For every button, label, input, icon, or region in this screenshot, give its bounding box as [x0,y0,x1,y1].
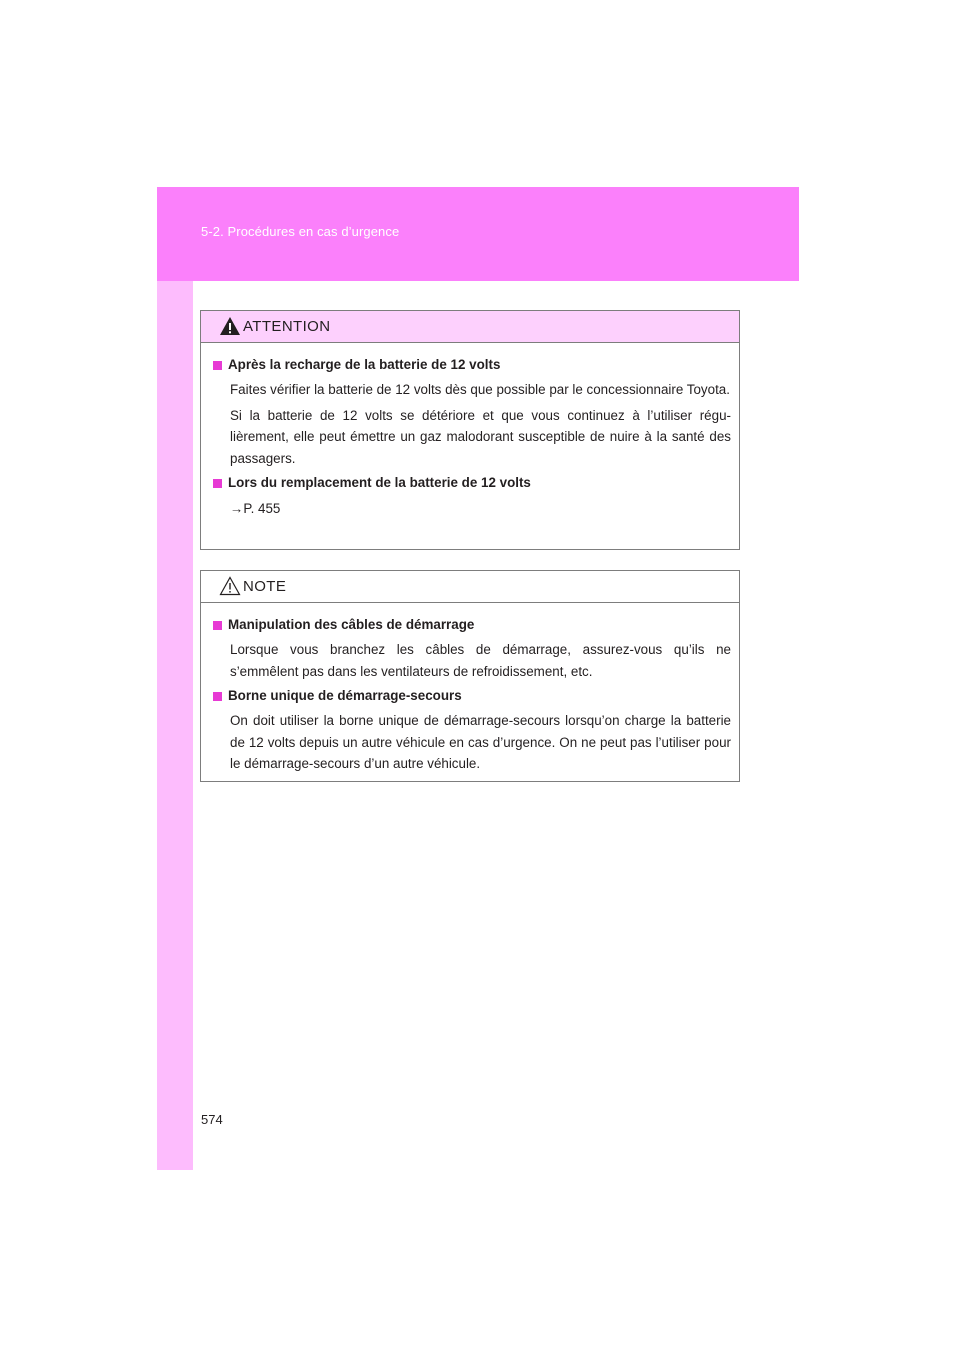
note-item-heading [213,615,731,635]
page-number: 574 [201,1112,223,1127]
attention-box [200,310,740,550]
note-item-1-heading: Manipulation des câbles de démarrage [228,617,475,632]
attention-item-1-heading: Après la recharge de la batterie de 12 volts [228,357,501,372]
square-bullet-icon [213,361,222,370]
attention-item-2-heading: Lors du remplacement de la batterie de 12 volts [228,475,531,490]
note-item-2-heading: Borne unique de démarrage-secours [228,688,462,703]
side-tab-strip [157,187,193,1170]
attention-title: ATTENTION [243,318,331,335]
page-reference-link[interactable]: →P. 455 [230,501,281,516]
note-box [200,570,740,782]
attention-item-1-paragraph-1: Faites vérifier la batterie de 12 volts dès que possible par le concessionnaire Toyota. [230,382,730,397]
warning-icon [219,316,241,336]
attention-body [201,343,739,519]
attention-item-heading [213,473,731,493]
warning-outline-icon [219,576,241,596]
attention-item-1-paragraph-2: Si la batterie de 12 volts se détériore et que vous continuez à l’utiliser régu-lièrement, elle peut émettre un gaz malodorant susceptible de nuire à la santé des passagers. [230,407,731,466]
section-title: 5-2. Procédures en cas d’urgence [201,224,400,239]
square-bullet-icon [213,692,222,701]
square-bullet-icon [213,621,222,630]
note-item-1-paragraph: Lorsque vous branchez les câbles de démarrage, assurez-vous qu’ils ne s’emmêlent pas dans les ventilateurs de refroidissement, etc. [230,642,731,679]
note-header [201,571,739,603]
note-item-heading [213,686,731,706]
note-body [201,603,739,775]
square-bullet-icon [213,479,222,488]
attention-item-heading [213,355,731,375]
note-item-2-paragraph: On doit utiliser la borne unique de démarrage-secours lorsqu’on charge la batterie de 12 volts depuis un autre véhicule en cas d’urgence. On ne peut pas l’utiliser pour le démarrage-secours d’un autre véhicule. [230,713,731,771]
note-title: NOTE [243,578,287,595]
attention-header [201,311,739,343]
